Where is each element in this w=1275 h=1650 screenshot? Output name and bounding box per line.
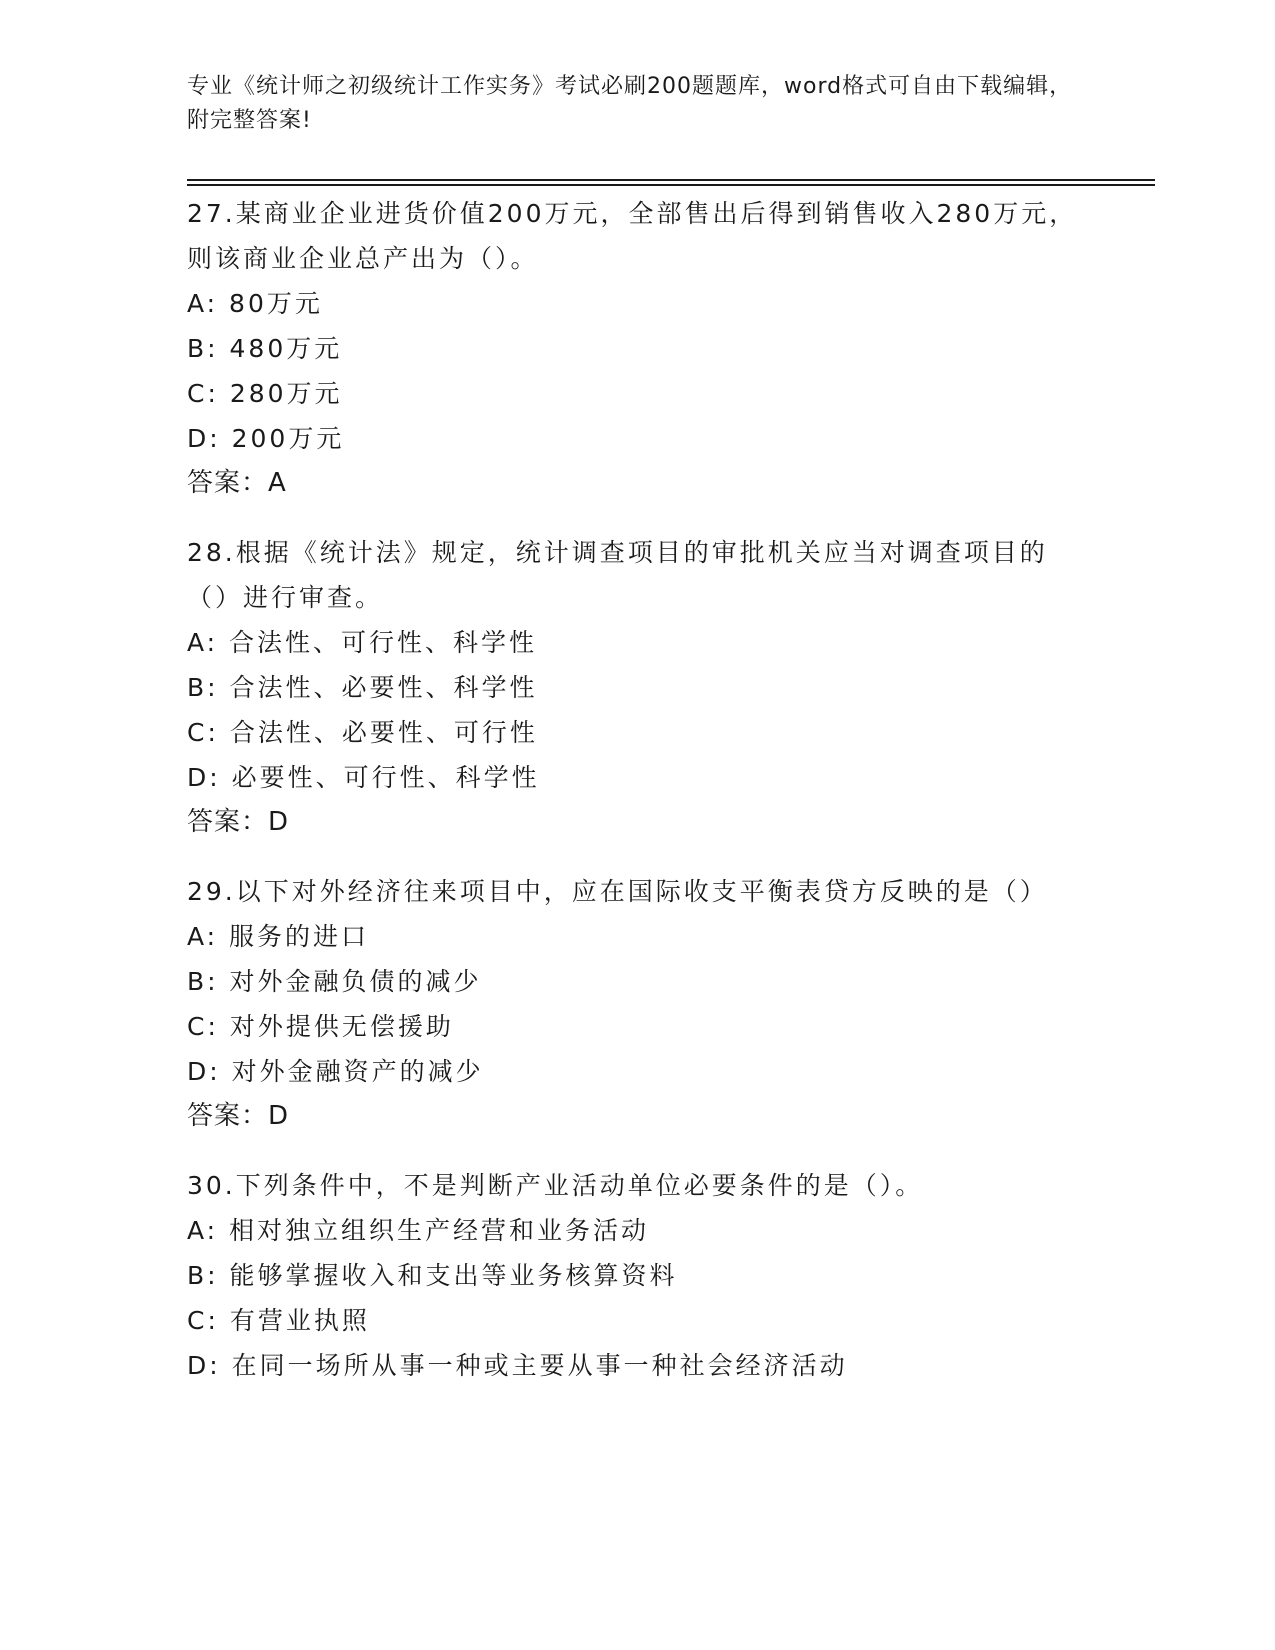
option-b: B: 对外金融负债的减少 [187, 967, 482, 996]
option-b: B: 合法性、必要性、科学性 [187, 673, 538, 702]
header-divider-bottom [187, 184, 1155, 186]
option-a: A: 合法性、可行性、科学性 [187, 628, 538, 657]
question-29 [187, 869, 1087, 1139]
question-27 [187, 191, 1087, 506]
option-d: D: 在同一场所从事一种或主要从事一种社会经济活动 [187, 1351, 848, 1380]
answer-label: 答案：D [187, 807, 290, 837]
question-text: 29.以下对外经济往来项目中，应在国际收支平衡表贷方反映的是（） [187, 877, 1048, 906]
header-divider-top [187, 179, 1155, 181]
option-c: C: 对外提供无偿援助 [187, 1012, 454, 1041]
option-a: A: 服务的进口 [187, 922, 370, 951]
option-d: D: 必要性、可行性、科学性 [187, 763, 540, 792]
document-header: 专业《统计师之初级统计工作实务》考试必刷200题题库，word格式可自由下载编辑，附完整答案! [187, 74, 1073, 133]
option-c: C: 有营业执照 [187, 1306, 370, 1335]
option-c: C: 280万元 [187, 379, 343, 408]
answer-label: 答案：D [187, 1101, 290, 1131]
option-b: B: 能够掌握收入和支出等业务核算资料 [187, 1261, 678, 1290]
question-list [187, 191, 1087, 1412]
question-30 [187, 1163, 1087, 1388]
option-d: D: 对外金融资产的减少 [187, 1057, 484, 1086]
option-d: D: 200万元 [187, 424, 345, 453]
question-text: 28.根据《统计法》规定，统计调查项目的审批机关应当对调查项目的（）进行审查。 [187, 538, 1048, 612]
question-28 [187, 530, 1087, 845]
option-a: A: 相对独立组织生产经营和业务活动 [187, 1216, 650, 1245]
option-b: B: 480万元 [187, 334, 343, 363]
question-text: 30.下列条件中，不是判断产业活动单位必要条件的是（）。 [187, 1171, 924, 1200]
answer-label: 答案：A [187, 468, 287, 498]
option-c: C: 合法性、必要性、可行性 [187, 718, 538, 747]
option-a: A: 80万元 [187, 289, 323, 318]
question-text: 27.某商业企业进货价值200万元，全部售出后得到销售收入280万元，则该商业企业总产出为（）。 [187, 199, 1078, 273]
